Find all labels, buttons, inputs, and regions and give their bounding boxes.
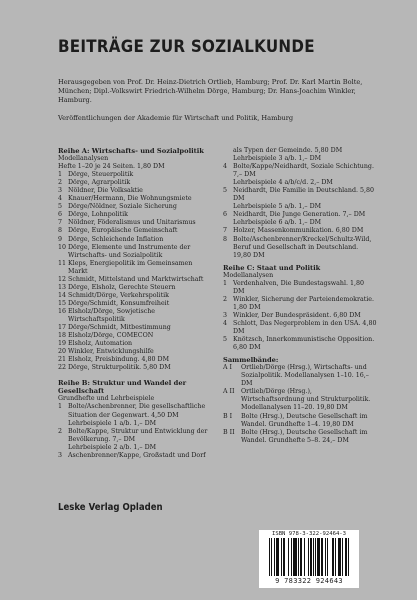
sammelbaende-title: Sammelbände: — [223, 356, 279, 365]
editors-text: Herausgegeben von Prof. Dr. Heinz-Dietrich Ortlieb, Hamburg; Prof. Dr. Karl Martin Bolte, München; Dipl.-Volkswirt Friedrich-Wilhelm Dörge, Hamburg; Dr. Hans-Joachim Winkler, Hamburg. — [58, 78, 363, 105]
item-text: Schmidt, Mittelstand und Marktwirtschaft — [68, 275, 204, 283]
item-text: Knötzsch, Innerkommunistische Opposition. 6,80 DM — [233, 336, 375, 352]
list-item — [223, 429, 377, 445]
item-text: Winkler, Sicherung der Parteiendemokratie. 1,80 DM — [233, 295, 375, 311]
list-item — [223, 219, 377, 227]
item-number: 8 — [58, 227, 63, 235]
item-text: Neidhardt, Die Junge Generation. 7,– DM — [233, 211, 366, 219]
series-title: BEITRÄGE ZUR SOZIALKUNDE — [58, 37, 315, 57]
item-text: Nöldner, Die Volksaktie — [68, 187, 143, 195]
item-number: 4 — [223, 163, 228, 171]
list-item — [58, 348, 212, 356]
list-item — [58, 324, 212, 332]
item-text: Dörge/Schmidt, Mitbestimmung — [68, 324, 171, 332]
item-text: Bolte/Aschenbrenner, Die gesellschaftliche Situation der Gegenwart. 4,50 DM — [68, 403, 206, 419]
right-column — [223, 147, 377, 445]
item-number: B I — [223, 412, 233, 420]
list-item — [223, 179, 377, 187]
item-text: Schmidt/Dörge, Verkehrspolitik — [68, 291, 169, 299]
item-number: 3 — [223, 311, 228, 319]
item-text: Elsholz, Automation — [68, 340, 133, 348]
item-text: Lehrbeispiele 2 a/b. 1,– DM — [68, 443, 157, 451]
item-number: 20 — [58, 348, 67, 356]
item-text: Elsholz/Dörge, Sowjetische Wirtschaftspolitik — [68, 307, 156, 323]
ean-text: 9 783322 924643 — [275, 577, 343, 585]
item-number — [223, 203, 233, 211]
list-item — [58, 276, 212, 284]
list-item — [223, 413, 377, 429]
publisher-note: Veröffentlichungen der Akademie für Wirtschaft und Politik, Hamburg — [58, 114, 294, 122]
item-number: 2 — [58, 427, 63, 435]
item-text: Winkler, Der Bundespräsident. 6,80 DM — [233, 311, 361, 319]
item-text: Lehrbeispiele 3 a/b. 1,– DM — [233, 155, 322, 163]
item-number: 6 — [223, 211, 228, 219]
list-item — [58, 356, 212, 364]
barcode-bars-icon — [269, 538, 349, 576]
item-text: Elsholz, Preisbindung. 4,80 DM — [68, 356, 170, 364]
item-text: Bolte/Kappe, Struktur und Entwicklung der Bevölkerung. 7,– DM — [68, 427, 208, 443]
item-text: als Typen der Gemeinde. 5,80 DM — [233, 147, 343, 154]
list-item — [58, 364, 212, 372]
item-number — [58, 420, 68, 428]
item-text: Ortlieb/Dörge (Hrsg.), Wirtschaftsordnung und Strukturpolitik. Modellanalysen 11–20. 19,80 DM — [241, 388, 371, 412]
item-text: Dörge, Strukturpolitik. 5,80 DM — [68, 364, 171, 372]
list-item — [223, 163, 377, 179]
item-number: A I — [223, 364, 233, 372]
section-c-list — [223, 280, 377, 352]
list-item — [223, 388, 377, 412]
item-number: 18 — [58, 332, 67, 340]
barcode — [259, 530, 359, 588]
item-text: Schlott, Das Negerproblem in den USA. 4,80 DM — [233, 319, 377, 336]
item-text: Knauer/Hermann, Die Wohnungsmiete — [68, 195, 192, 203]
list-item — [223, 364, 377, 388]
list-item — [58, 332, 212, 340]
section-b-list — [58, 403, 212, 459]
list-item — [223, 280, 377, 296]
section-c-subtitle: Modellanalysen — [223, 271, 274, 279]
item-text: Bolte (Hrsg.), Deutsche Gesellschaft im Wandel. Grundhefte 5–8. 24,– DM — [241, 428, 368, 444]
item-number: 3 — [58, 451, 63, 459]
item-number — [223, 219, 233, 227]
list-item — [58, 428, 212, 444]
list-item — [223, 296, 377, 312]
item-text: Dörge/Nöldner, Soziale Sicherung — [68, 203, 177, 211]
item-text: Kleps, Energiepolitik im Gemeinsamen Markt — [68, 259, 193, 275]
list-item — [58, 187, 212, 195]
item-number: 1 — [58, 171, 63, 179]
item-number: 7 — [58, 219, 63, 227]
item-text: Bolte/Kappe/Neidhardt, Soziale Schichtung. 7,– DM — [233, 163, 374, 179]
item-text: Lehrbeispiele 6 a/b. 1,– DM — [233, 219, 322, 227]
item-text: Aschenbrenner/Kappe, Großstadt und Dorf — [68, 451, 206, 459]
item-number: 5 — [223, 187, 228, 195]
item-number: B II — [223, 428, 235, 436]
item-number: 19 — [58, 340, 67, 348]
item-text: Bolte (Hrsg.), Deutsche Gesellschaft im Wandel. Grundhefte 1–4. 19,80 DM — [241, 412, 368, 428]
item-text: Elsholz/Dörge, COMECON — [68, 332, 154, 340]
section-a-subtitle: Modellanalysen — [58, 155, 109, 163]
list-item — [58, 420, 212, 428]
list-item — [58, 195, 212, 203]
isbn-text: ISBN 978-3-322-92464-3 — [271, 531, 347, 537]
item-number: 12 — [58, 275, 67, 283]
item-number: 2 — [223, 295, 228, 303]
item-number: 5 — [223, 336, 228, 344]
item-number — [223, 155, 233, 163]
item-number: 5 — [58, 203, 63, 211]
item-number — [223, 179, 233, 187]
item-number: 7 — [223, 227, 228, 235]
item-number — [58, 444, 68, 452]
list-item — [58, 292, 212, 300]
section-b-subtitle: Grundhefte und Lehrbeispiele — [58, 395, 155, 403]
list-item — [58, 452, 212, 460]
item-text: Bolte/Aschenbrenner/Kreckel/Schultz-Wild, Beruf und Gesellschaft in Deutschland. 19,80 DM — [233, 235, 372, 259]
list-item — [58, 236, 212, 244]
item-number: 4 — [58, 195, 63, 203]
list-item — [58, 444, 212, 452]
item-number: 3 — [58, 187, 63, 195]
item-text: Lehrbeispiele 1 a/b. 1,– DM — [68, 419, 157, 427]
list-item — [223, 187, 377, 203]
list-item — [58, 260, 212, 276]
item-text: Neidhardt, Die Familie in Deutschland. 5,80 DM — [233, 187, 375, 203]
list-item — [58, 300, 212, 308]
item-text: Verdenhalven, Die Bundestagswahl. 1,80 DM — [233, 279, 364, 295]
list-item — [223, 211, 377, 219]
item-number: 10 — [58, 243, 67, 251]
section-c-title: Reihe C: Staat und Politik — [223, 263, 321, 272]
item-text: Holzer, Massenkommunikation. 6,80 DM — [233, 227, 364, 235]
list-item — [58, 227, 212, 235]
list-item — [58, 308, 212, 324]
list-item — [58, 244, 212, 260]
list-item — [223, 147, 377, 155]
item-text: Dörge, Schleichende Inflation — [68, 235, 164, 243]
item-text: Dörge/Schmidt, Konsumfreiheit — [68, 299, 170, 307]
left-column — [58, 147, 212, 460]
list-item — [223, 312, 377, 320]
item-number: A II — [223, 388, 235, 396]
section-a-title: Reihe A: Wirtschafts- und Sozialpolitik — [58, 147, 204, 155]
item-number: 21 — [58, 356, 67, 364]
publisher-name: Leske Verlag Opladen — [58, 502, 163, 513]
item-number: 17 — [58, 324, 67, 332]
item-text: Dörge, Lohnpolitik — [68, 211, 128, 219]
item-text: Lehrbeispiele 5 a/b. 1,– DM — [233, 203, 322, 211]
sammelbaende-list — [223, 364, 377, 444]
item-text: Winkler, Entwicklungshilfe — [68, 348, 154, 356]
list-item — [58, 211, 212, 219]
item-number: 4 — [223, 319, 228, 327]
list-item — [223, 320, 377, 336]
item-number: 1 — [223, 279, 228, 287]
list-item — [58, 171, 212, 179]
list-item — [58, 284, 212, 292]
list-item — [223, 203, 377, 211]
section-a-note: Hefte 1–20 je 24 Seiten. 1,80 DM — [58, 163, 165, 171]
item-number: 15 — [58, 299, 67, 307]
item-number: 16 — [58, 307, 67, 315]
item-text: Lehrbeispiele 4 a/b/c/d. 2,– DM — [233, 179, 333, 187]
section-a-list — [58, 171, 212, 372]
list-item — [223, 236, 377, 260]
item-number: 9 — [58, 235, 63, 243]
item-number: 8 — [223, 235, 228, 243]
item-number — [223, 147, 233, 155]
item-number: 22 — [58, 364, 67, 372]
list-item — [223, 155, 377, 163]
item-text: Dörge, Elsholz, Gerechte Steuern — [68, 283, 176, 291]
item-number: 13 — [58, 283, 67, 291]
item-text: Ortlieb/Dörge (Hrsg.), Wirtschafts- und Sozialpolitik. Modellanalysen 1–10. 16,– DM — [241, 364, 369, 388]
item-text: Nöldner, Föderalismus und Unitarismus — [68, 219, 196, 227]
list-item — [58, 403, 212, 419]
list-item — [58, 340, 212, 348]
item-number: 14 — [58, 291, 67, 299]
item-number: 6 — [58, 211, 63, 219]
list-item — [223, 227, 377, 235]
item-text: Dörge, Agrarpolitik — [68, 179, 131, 187]
section-b-continued-list — [223, 147, 377, 260]
list-item — [58, 203, 212, 211]
list-item — [58, 179, 212, 187]
item-number: 1 — [58, 403, 63, 411]
item-number: 11 — [58, 259, 67, 267]
item-text: Dörge, Elemente und Instrumente der Wirtschafts- und Sozialpolitik — [68, 243, 191, 259]
item-text: Dörge, Europäische Gemeinschaft — [68, 227, 178, 235]
item-text: Dörge, Steuerpolitik — [68, 171, 134, 179]
list-item — [58, 219, 212, 227]
section-b-title: Reihe B: Struktur und Wandel der Gesellschaft — [58, 379, 187, 396]
item-number: 2 — [58, 179, 63, 187]
list-item — [223, 336, 377, 352]
